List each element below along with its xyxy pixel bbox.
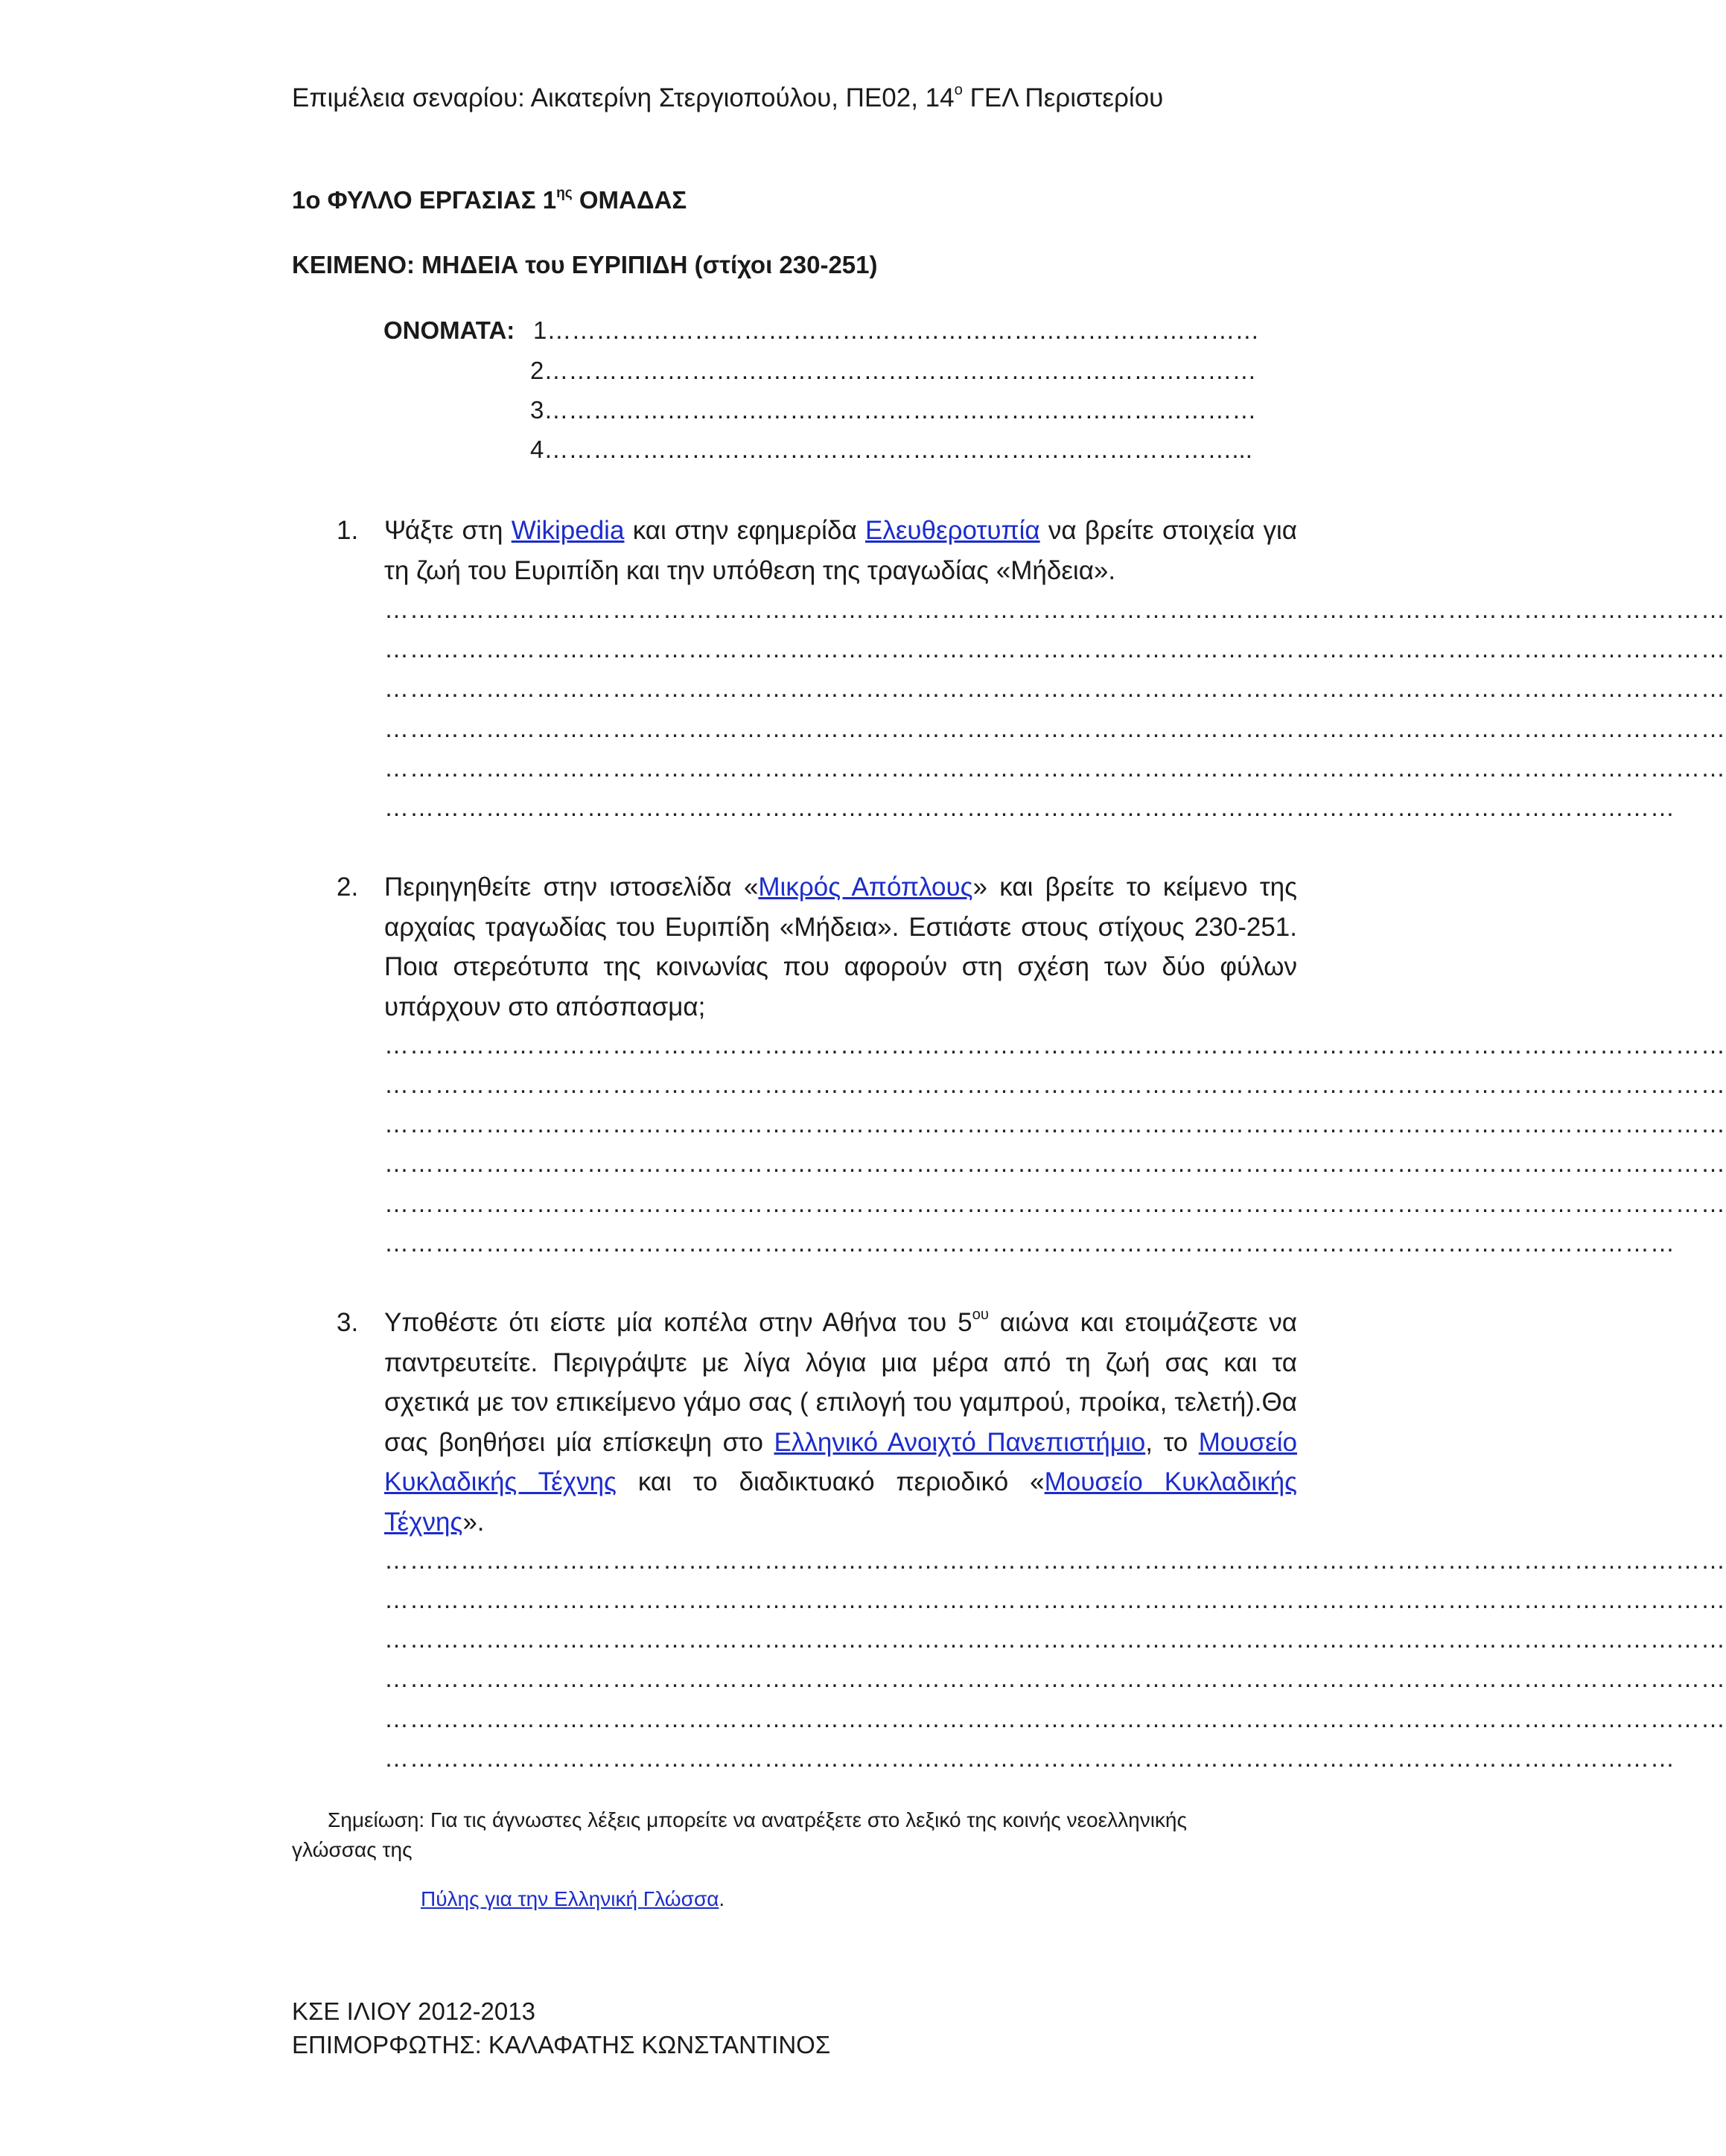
- question-text: [384, 867, 1297, 1027]
- question-text-part: να βρείτε στοιχεία για τη ζωή του Ευριπίδη και την υπόθεση της τραγωδίας «Μήδεια».: [384, 516, 1298, 585]
- question-3: [337, 1303, 1297, 1542]
- answer-line[interactable]: ………………………………………………………………………………………………………………………………………: [384, 1744, 1675, 1772]
- header-text-end: ΓΕΛ Περιστερίου: [962, 83, 1164, 112]
- header-text: Επιμέλεια σεναρίου: Αικατερίνη Στεργιοπούλου, ΠΕ02, 14: [292, 83, 955, 112]
- question-2: [337, 867, 1297, 1027]
- question-number: 3.: [337, 1308, 359, 1337]
- question-text: [384, 511, 1297, 590]
- footer-line-2: ΕΠΙΜΟΡΦΩΤΗΣ: ΚΑΛΑΦΑΤΗΣ ΚΩΝΣΤΑΝΤΙΝΟΣ: [292, 2031, 831, 2058]
- title-superscript: ης: [556, 185, 573, 202]
- answer-line[interactable]: ……………………………………………………………………………………………………………………………………………: [384, 1031, 1726, 1059]
- question-text-part: Υποθέστε ότι είστε μία κοπέλα στην Αθήνα του 5: [384, 1308, 972, 1337]
- note-text: [292, 1805, 1238, 1865]
- open-university-link[interactable]: Ελληνικό Ανοιχτό Πανεπιστήμιο: [774, 1427, 1146, 1457]
- worksheet-subtitle: ΚΕΙΜΕΝΟ: ΜΗΔΕΙΑ του ΕΥΡΙΠΙΔΗ (στίχοι 230-251): [292, 251, 878, 278]
- century-superscript: ου: [972, 1307, 989, 1324]
- note-body: Σημείωση: Για τις άγνωστες λέξεις μπορείτε να ανατρέξετε στο λεξικό της κοινής νεοελληνικής γλώσσας της: [292, 1808, 1187, 1861]
- eleftherotypia-link[interactable]: Ελευθεροτυπία: [864, 516, 1040, 545]
- mikros-apoplous-link[interactable]: Μικρός Απόπλους: [758, 873, 973, 902]
- name-line-2[interactable]: 2……………………………………………………………………………: [530, 357, 1257, 384]
- question-number: 1.: [337, 516, 359, 545]
- name-line-3[interactable]: 3……………………………………………………………………………: [530, 396, 1257, 424]
- answer-line[interactable]: ……………………………………………………………………………………………………………………………………………: [384, 754, 1726, 782]
- answer-line[interactable]: ……………………………………………………………………………………………………………………………………………: [384, 1705, 1726, 1732]
- question-text-part: και στην εφημερίδα: [624, 516, 865, 545]
- question-text-part: Περιηγηθείτε στην ιστοσελίδα «: [384, 873, 759, 902]
- names-label: ΟΝΟΜΑΤΑ:: [383, 316, 515, 344]
- question-text: [384, 1303, 1297, 1542]
- cycladic-museum-magazine-link[interactable]: Μουσείο Κυκλαδικής Τέχνης: [384, 1467, 1298, 1537]
- wikipedia-link[interactable]: Wikipedia: [511, 516, 625, 545]
- portal-link-line: [421, 1887, 725, 1911]
- question-1: [337, 511, 1297, 590]
- cycladic-museum-link[interactable]: Μουσείο Κυκλαδικής Τέχνης: [384, 1427, 1297, 1496]
- answer-line[interactable]: ……………………………………………………………………………………………………………………………………………: [384, 674, 1726, 702]
- answer-line[interactable]: ……………………………………………………………………………………………………………………………………………: [384, 1665, 1726, 1692]
- answer-line[interactable]: ……………………………………………………………………………………………………………………………………………: [384, 1110, 1726, 1138]
- question-number: 2.: [337, 873, 359, 902]
- answer-line[interactable]: ……………………………………………………………………………………………………………………………………………: [384, 715, 1726, 742]
- title-text-end: ΟΜΑΔΑΣ: [572, 186, 687, 214]
- greek-language-portal-link[interactable]: Πύλης για την Ελληνική Γλώσσα: [421, 1887, 719, 1910]
- answer-line[interactable]: ……………………………………………………………………………………………………………………………………………: [384, 596, 1726, 623]
- question-text-part: Ψάξτε στη: [384, 516, 512, 545]
- answer-line[interactable]: ………………………………………………………………………………………………………………………………………: [384, 1229, 1675, 1257]
- title-text: 1ο ΦΥΛΛΟ ΕΡΓΑΣΙΑΣ 1: [292, 186, 557, 214]
- answer-line[interactable]: ………………………………………………………………………………………………………………………………………: [384, 794, 1675, 821]
- name-line-4[interactable]: 4…………………………………………………………………………...: [530, 436, 1252, 463]
- portal-link-suffix: .: [719, 1887, 725, 1910]
- question-text-part: αιώνα και ετοιμάζεστε να παντρευτείτε. Περιγράψτε με λίγα λόγια μια μέρα από τη ζωή σας και τα σχετικά με τον επικείμενο γάμο σας ( επιλογή του γαμπρού, προίκα, τελετή).Θα σας βοηθήσει μία επίσκεψη στο: [384, 1308, 1297, 1457]
- answer-line[interactable]: ……………………………………………………………………………………………………………………………………………: [384, 1586, 1726, 1613]
- worksheet-title: [292, 186, 687, 214]
- question-text-part: , το: [1145, 1427, 1199, 1457]
- answer-line[interactable]: ……………………………………………………………………………………………………………………………………………: [384, 1149, 1726, 1177]
- footer-line-1: ΚΣΕ ΙΛΙΟΥ 2012-2013: [292, 1997, 535, 2025]
- answer-line[interactable]: ……………………………………………………………………………………………………………………………………………: [384, 1625, 1726, 1653]
- answer-line[interactable]: ……………………………………………………………………………………………………………………………………………: [384, 1546, 1726, 1574]
- answer-line[interactable]: ……………………………………………………………………………………………………………………………………………: [384, 1190, 1726, 1217]
- name-line-1[interactable]: 1……………………………………………………………………………: [533, 316, 1260, 344]
- answer-line[interactable]: ……………………………………………………………………………………………………………………………………………: [384, 1071, 1726, 1098]
- question-text-part: και το διαδικτυακό περιοδικό «: [616, 1467, 1045, 1496]
- question-text-part: ».: [462, 1507, 485, 1537]
- answer-line[interactable]: ……………………………………………………………………………………………………………………………………………: [384, 635, 1726, 663]
- page-header: [292, 83, 1163, 113]
- question-text-part: » και βρείτε το κείμενο της αρχαίας τραγωδίας του Ευριπίδη «Μήδεια». Εστιάστε στους στίχους 230-251. Ποια στερεότυπα της κοινωνίας που αφορούν στη σχέση των δύο φύλων υπάρχουν στο απόσπασμα;: [384, 873, 1297, 1021]
- header-superscript: ο: [954, 82, 963, 99]
